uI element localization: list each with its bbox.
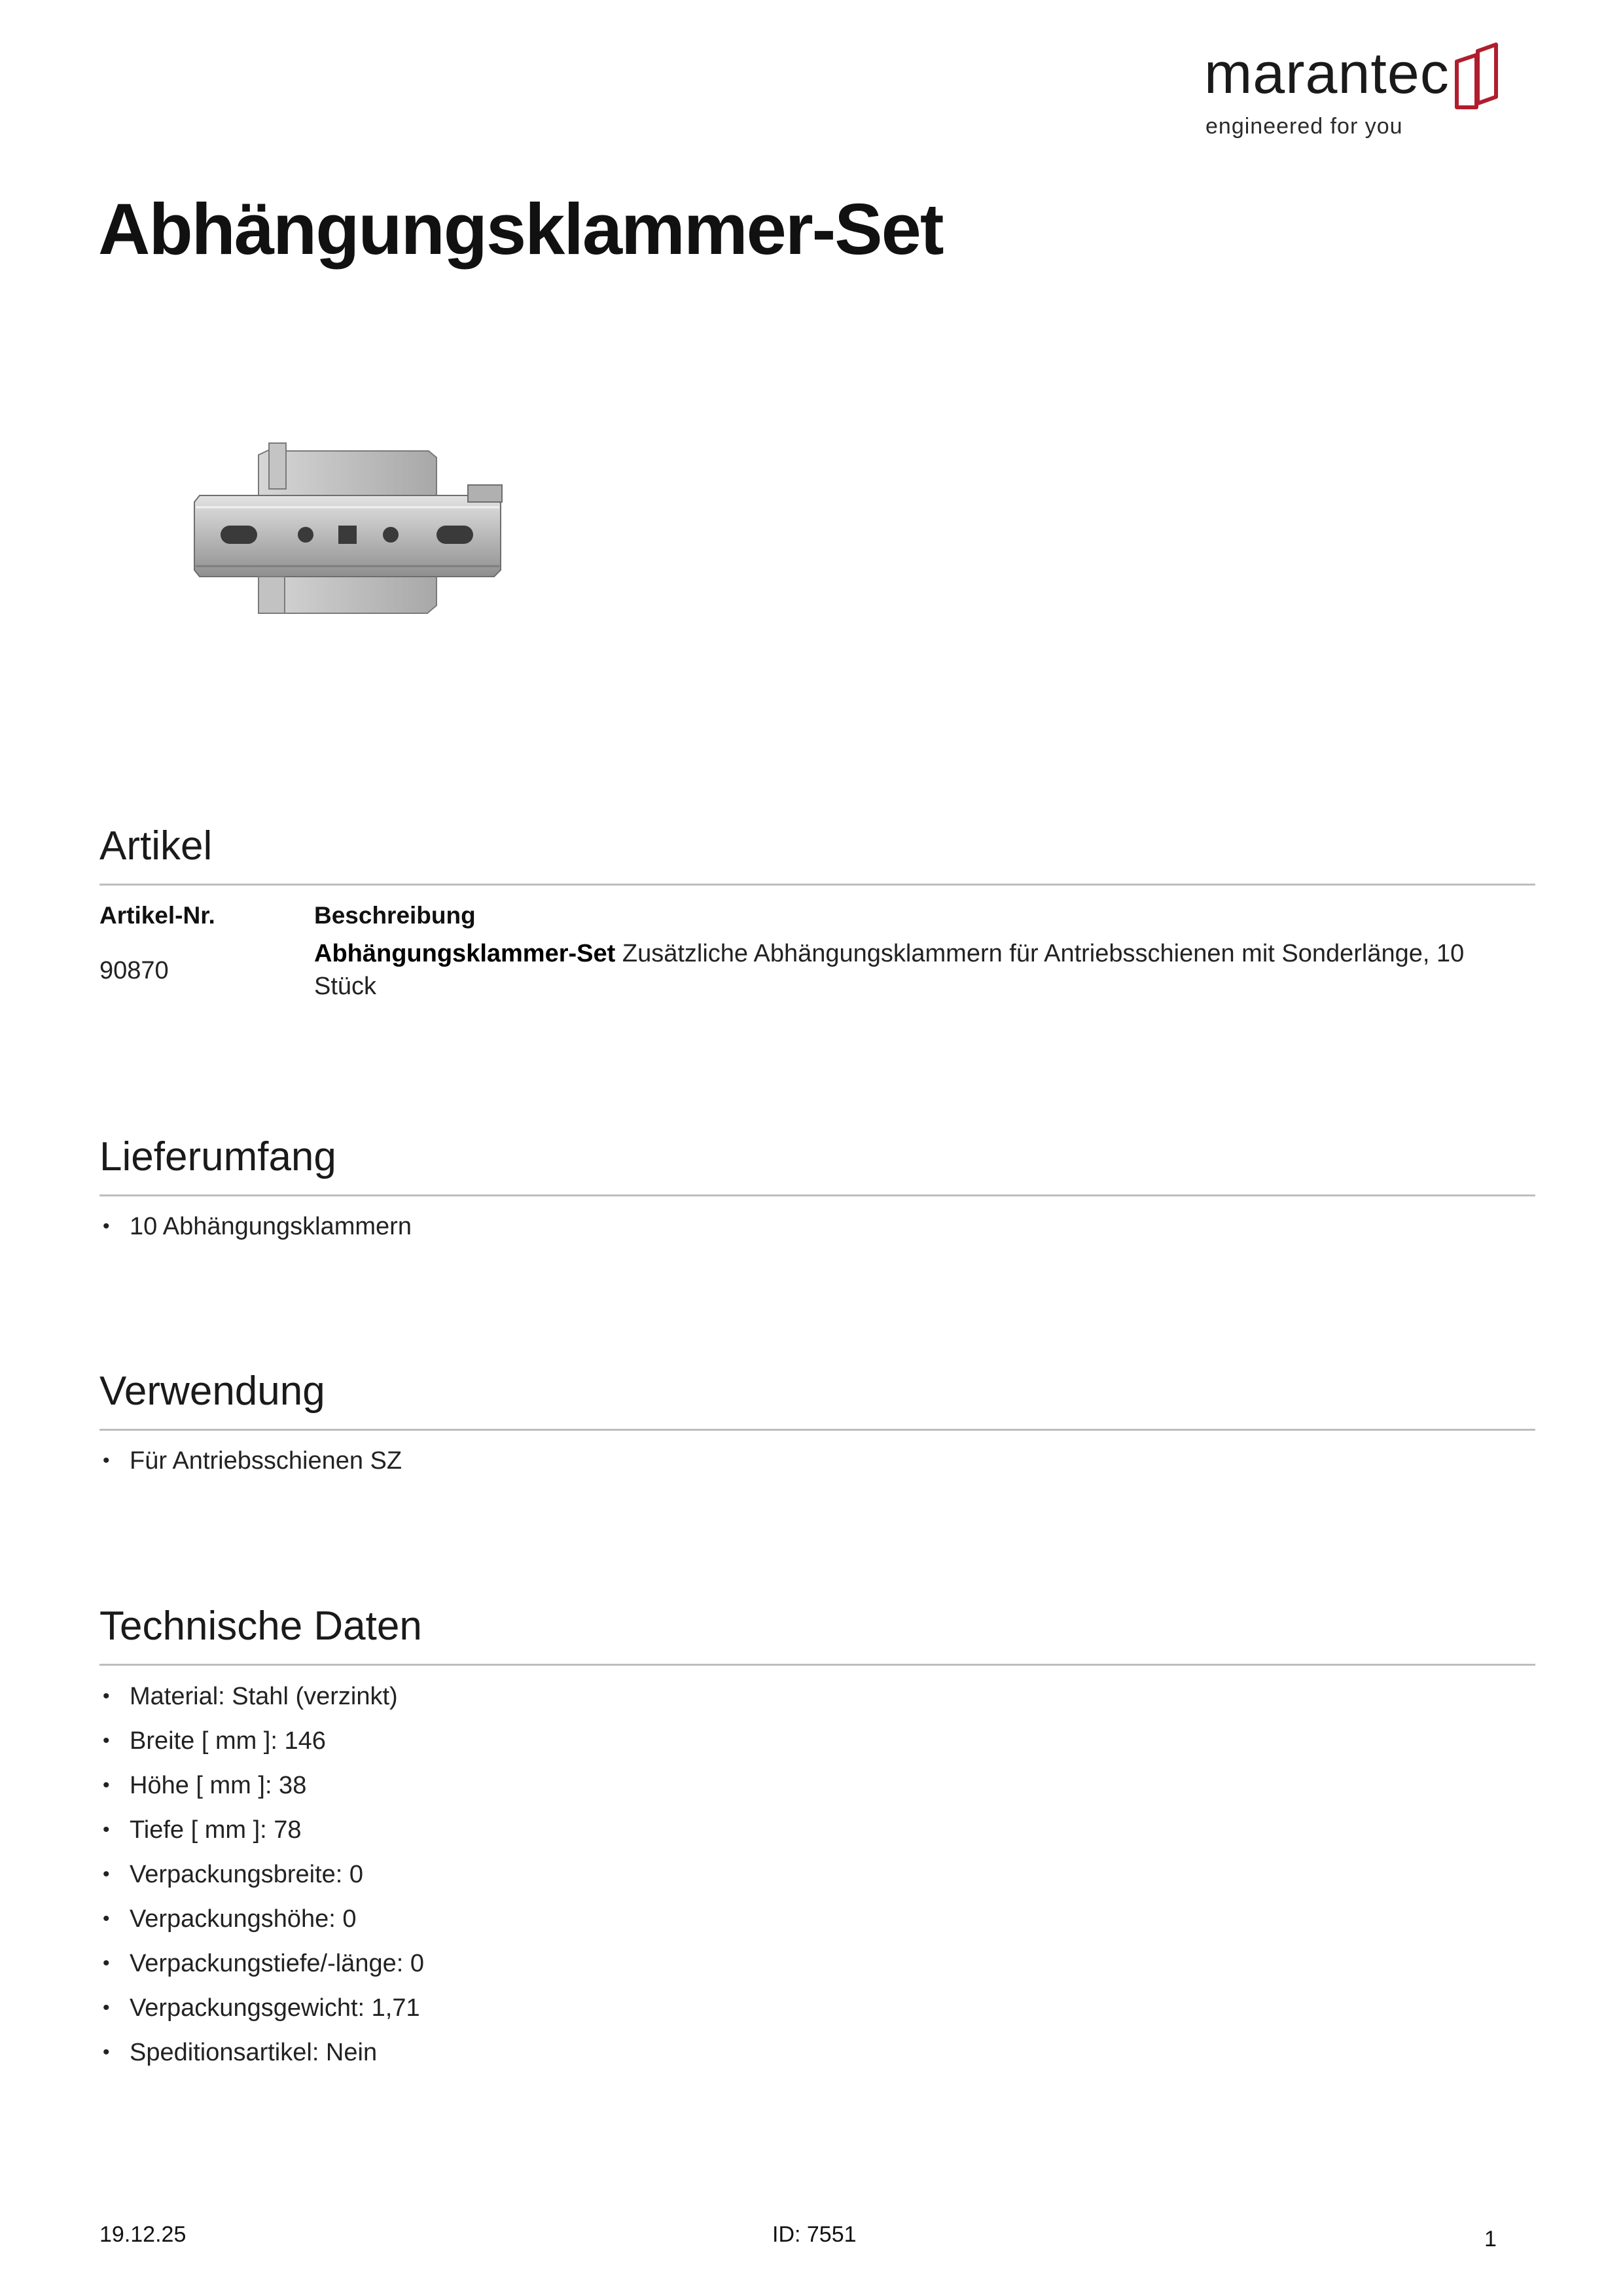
- brand-tagline: engineered for you: [1205, 114, 1403, 139]
- usage-list: [99, 1439, 402, 1483]
- footer-date: 19.12.25: [99, 2222, 187, 2247]
- technical-data-list: [99, 1674, 424, 2075]
- list-item: • Material: Stahl (verzinkt): [99, 1674, 424, 1719]
- list-item: • Für Antriebsschienen SZ: [99, 1439, 402, 1483]
- scope-of-delivery-list: [99, 1204, 412, 1249]
- product-image: [193, 442, 507, 625]
- list-item: • Verpackungsgewicht: 1,71: [99, 1986, 424, 2030]
- list-item: • Verpackungsbreite: 0: [99, 1852, 424, 1897]
- list-item: • Verpackungshöhe: 0: [99, 1897, 424, 1941]
- page-title: Abhängungsklammer-Set: [98, 189, 943, 270]
- brand-name: marantec: [1204, 41, 1450, 105]
- list-item: • Tiefe [ mm ]: 78: [99, 1808, 424, 1852]
- list-item: • Breite [ mm ]: 146: [99, 1719, 424, 1763]
- column-header-description: Beschreibung: [314, 902, 476, 929]
- article-description-name: Abhängungsklammer-Set: [314, 940, 616, 967]
- list-item: • Speditionsartikel: Nein: [99, 2030, 424, 2075]
- brand-mark-icon: [1453, 42, 1500, 110]
- article-description: [314, 937, 1505, 1003]
- section-divider: [99, 1664, 1535, 1666]
- article-description-text: Zusätzliche Abhängungsklammern für Antriebsschienen mit Sonderlänge, 10 Stück: [314, 940, 1465, 1000]
- brand-logo: [1204, 42, 1505, 147]
- section-divider: [99, 1429, 1535, 1431]
- section-divider: [99, 884, 1535, 886]
- article-number: 90870: [99, 957, 169, 984]
- section-heading-verwendung: Verwendung: [99, 1369, 325, 1414]
- section-divider: [99, 1194, 1535, 1196]
- section-heading-technische-daten: Technische Daten: [99, 1604, 422, 1649]
- list-item: • 10 Abhängungsklammern: [99, 1204, 412, 1249]
- footer-id: ID: 7551: [772, 2222, 857, 2247]
- section-heading-artikel: Artikel: [99, 823, 213, 869]
- list-item: • Verpackungstiefe/-länge: 0: [99, 1941, 424, 1986]
- section-heading-lieferumfang: Lieferumfang: [99, 1134, 336, 1179]
- column-header-article-number: Artikel-Nr.: [99, 902, 215, 929]
- list-item: • Höhe [ mm ]: 38: [99, 1763, 424, 1808]
- page-number: 1: [1484, 2227, 1497, 2251]
